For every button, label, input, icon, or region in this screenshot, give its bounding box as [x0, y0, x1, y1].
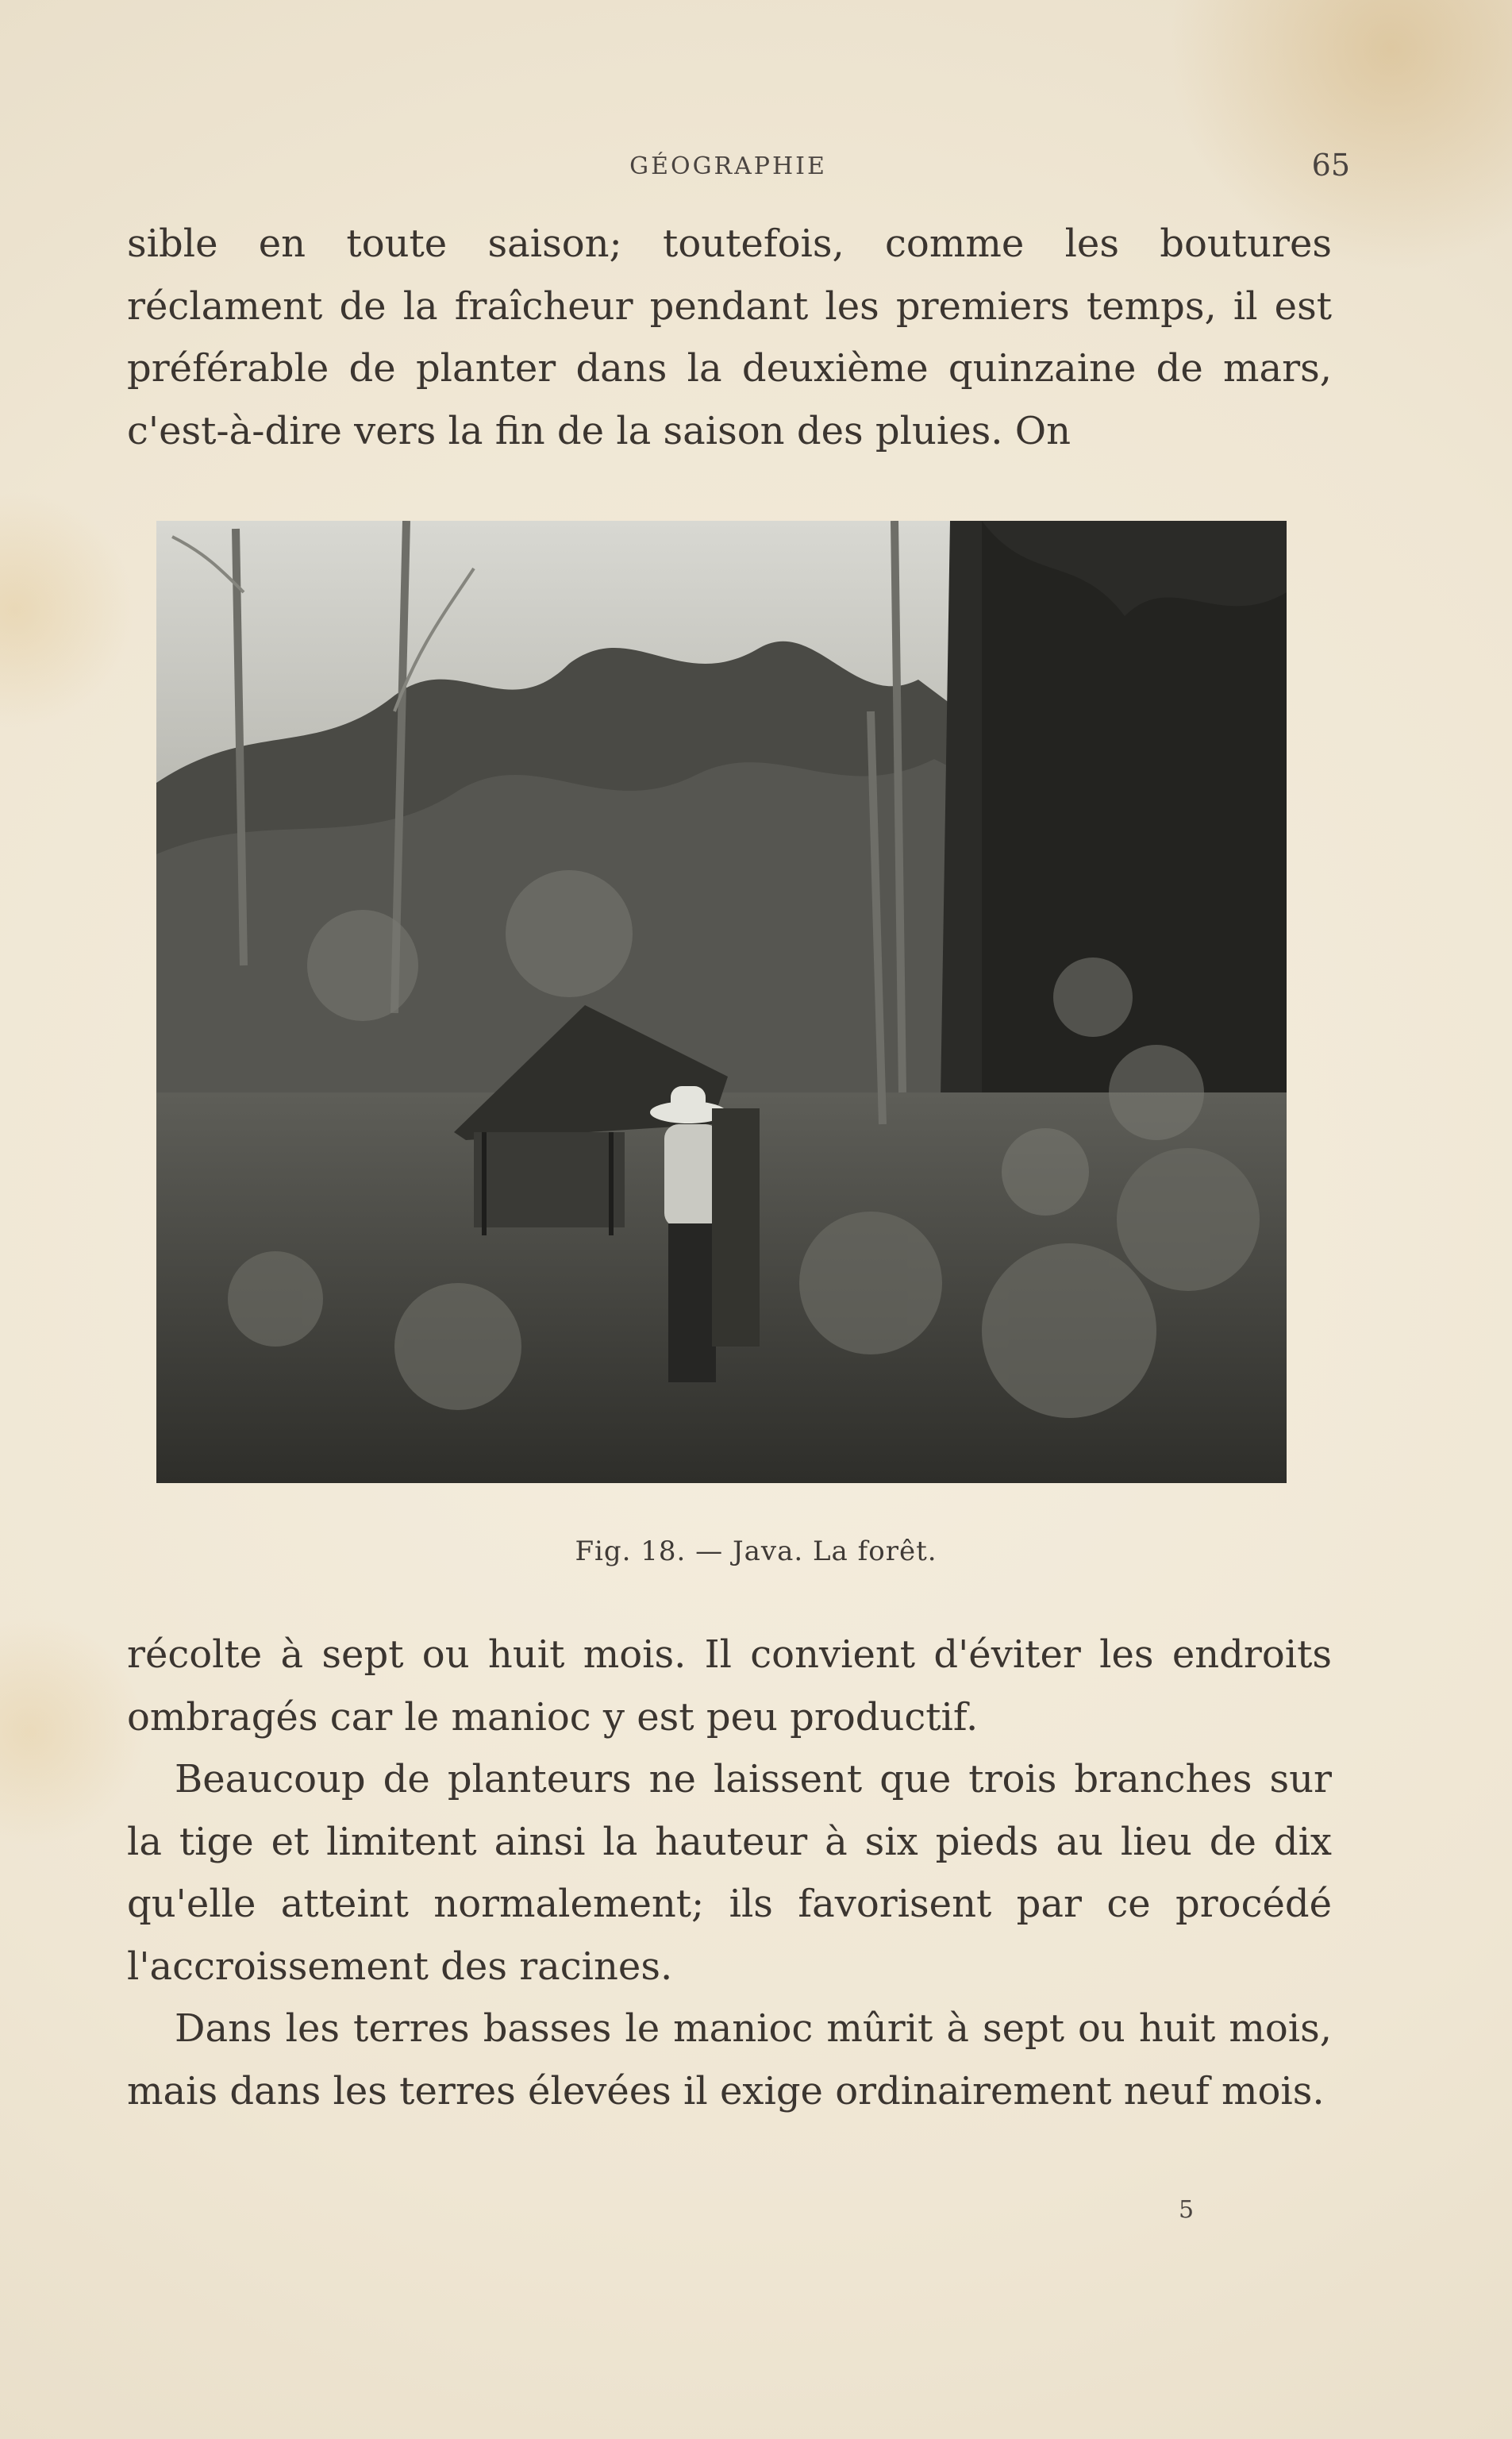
text-block-bottom	[127, 1624, 1332, 2122]
paragraph: Dans les terres basses le manioc mûrit à sept ou huit mois, mais dans les terres élevées il exige ordinairement neuf mois.	[127, 2006, 1332, 2113]
forest-photo	[156, 521, 1287, 1483]
page-header	[127, 148, 1350, 192]
running-head: GÉOGRAPHIE	[629, 152, 827, 180]
paragraph: sible en toute saison; toutefois, comme les boutures réclament de la fraîcheur pendant les premiers temps, il est préférable de planter dans la deuxième quinzaine de mars, c'est-à-dire vers la fin de la saison des pluies. On	[127, 222, 1332, 453]
paragraph: récolte à sept ou huit mois. Il convient d'éviter les endroits ombragés car le manioc y est peu productif.	[127, 1632, 1332, 1740]
paragraph: Beaucoup de planteurs ne laissent que trois branches sur la tige et limitent ainsi la hauteur à six pieds au lieu de dix qu'elle atteint normalement; ils favorisent par ce procédé l'accroissement des racines.	[127, 1757, 1332, 1989]
text-block-top	[127, 213, 1332, 462]
figure-photograph	[156, 521, 1287, 1483]
figure-caption: Fig. 18. — Java. La forêt.	[575, 1535, 937, 1567]
page-number: 65	[1311, 148, 1350, 183]
signature-mark: 5	[1179, 2196, 1195, 2224]
